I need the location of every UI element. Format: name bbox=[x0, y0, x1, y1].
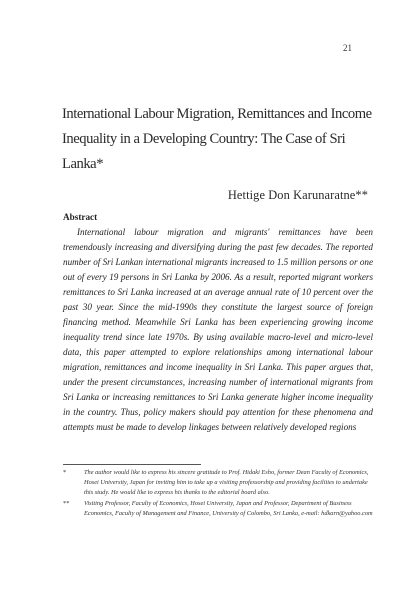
footnote bbox=[63, 499, 375, 519]
footnote-mark: ** bbox=[63, 499, 70, 507]
footnote-rule bbox=[63, 464, 201, 465]
footnote-text: Visiting Professor, Faculty of Economics, Hosei University, Japan and Professor, Department of Business Economics, Faculty of Management and Finance, University of Colombo, Sri Lanka, e-mail: hdkarn@yahoo.com bbox=[84, 499, 373, 517]
footnote-mark: * bbox=[63, 469, 67, 476]
paper-title: International Labour Migration, Remittances and Income Inequality in a Developing Country: The Case of Sri Lanka* bbox=[62, 106, 372, 172]
footnotes bbox=[63, 468, 375, 519]
page-number: 21 bbox=[343, 43, 352, 53]
footnote bbox=[63, 468, 375, 499]
abstract-body: International labour migration and migrants' remittances have been tremendously increasing and diversifying during the past few decades. The reported number of Sri Lankan international migrants increased to 1.5 million persons or one out of every 19 persons in Sri Lanka by 2006. As a result, reported migrant workers remittances to Sri Lanka increased at an average annual rate of 10 percent over the past 30 year. Since the mid-1990s they constitute the largest source of foreign financing method. Meanwhile Sri Lanka has been experiencing growing income inequality trend since late 1970s. By using available macro-level and micro-level data, this paper attempted to explore relationships among international labour migration, remittances and income inequality in Sri Lanka. This paper argues that, under the present circumstances, increasing number of international migrants from Sri Lanka or increasing remittances to Sri Lanka generate higher income inequality in the country. Thus, policy makers should pay attention for these phenomena and attempts must be made to develop linkages between relatively developed regions bbox=[63, 227, 373, 432]
footnote-text: The author would like to express his sincere gratitude to Prof. Hidaki Esho, former Dean Faculty of Economics, Hosei University, Japan for inviting him to take up a visiting professorship and providing facilities to undertake this study. He would like to express his thanks to the editorial board also. bbox=[84, 469, 369, 497]
abstract-heading: Abstract bbox=[63, 212, 98, 222]
author-name: Hettige Don Karunaratne** bbox=[227, 188, 368, 202]
